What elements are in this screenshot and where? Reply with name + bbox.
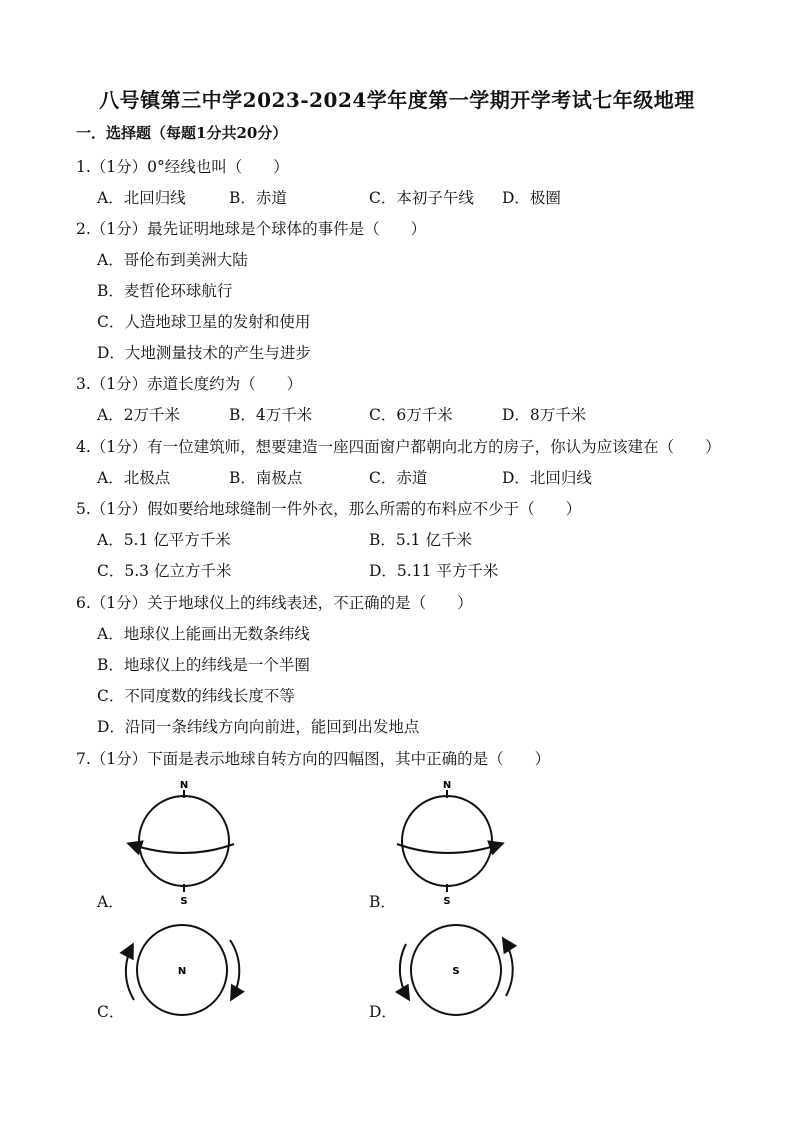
question-4-option-c: C．赤道 [369,469,428,487]
question-2-option-c: C．人造地球卫星的发射和使用 [97,313,311,331]
question-4-option-d: D．北回归线 [502,469,592,487]
question-2-stem: 2.（1分）最先证明地球是个球体的事件是（ ） [76,220,427,238]
figure-d-polar-view-south [392,920,522,1024]
question-1-option-a: A．北回归线 [97,189,186,207]
question-7-option-c: C． [97,1003,125,1021]
figure-b-globe-side-view [383,776,513,906]
north-label: N [177,966,187,977]
question-6-option-b: B．地球仪上的纬线是一个半圈 [97,656,310,674]
north-label: N [442,780,452,791]
question-6-option-d: D．沿同一条纬线方向向前进，能回到出发地点 [97,718,420,736]
figure-c-polar-view-north [118,920,248,1024]
question-3-option-d: D．8万千米 [502,406,587,424]
question-5-option-d: D．5.11 平方千米 [369,562,499,580]
question-3-stem: 3.（1分）赤道长度约为（ ） [76,375,303,393]
question-5-option-b: B．5.1 亿千米 [369,531,472,549]
question-3-option-b: B．4万千米 [229,406,313,424]
question-5-option-c: C．5.3 亿立方千米 [97,562,232,580]
question-4-option-a: A．北极点 [97,469,171,487]
question-7-option-a: A． [97,893,124,911]
south-label: S [180,896,188,906]
question-5-stem: 5.（1分）假如要给地球缝制一件外衣，那么所需的布料应不少于（ ） [76,500,582,518]
question-1-option-c: C．本初子午线 [369,189,474,207]
question-2-option-a: A．哥伦布到美洲大陆 [97,251,248,269]
north-label: N [179,780,189,791]
question-6-option-a: A．地球仪上能画出无数条纬线 [97,625,310,643]
south-label: S [443,896,451,906]
question-1-stem: 1.（1分）0°经线也叫（ ） [76,158,289,176]
question-7-option-b: B． [369,893,396,911]
figure-a-globe-side-view [120,776,250,906]
south-label: S [452,966,460,977]
question-1-option-b: B．赤道 [229,189,287,207]
question-1-option-d: D．极圈 [502,189,561,207]
question-2-option-b: B．麦哲伦环球航行 [97,282,233,300]
question-5-option-a: A．5.1 亿平方千米 [97,531,231,549]
question-7-stem: 7.（1分）下面是表示地球自转方向的四幅图，其中正确的是（ ） [76,750,551,768]
question-3-option-a: A．2万千米 [97,406,181,424]
question-4-stem: 4.（1分）有一位建筑师，想要建造一座四面窗户都朝向北方的房子，你认为应该建在（ ） [76,438,721,456]
section-heading: 一．选择题（每题1分共20分） [76,124,288,142]
question-7-option-d: D． [369,1003,397,1021]
question-6-option-c: C．不同度数的纬线长度不等 [97,687,295,705]
question-4-option-b: B．南极点 [229,469,303,487]
question-2-option-d: D．大地测量技术的产生与进步 [97,344,311,362]
question-3-option-c: C．6万千米 [369,406,453,424]
question-6-stem: 6.（1分）关于地球仪上的纬线表述，不正确的是（ ） [76,594,473,612]
page-title: 八号镇第三中学2023-2024学年度第一学期开学考试七年级地理 [99,88,695,112]
